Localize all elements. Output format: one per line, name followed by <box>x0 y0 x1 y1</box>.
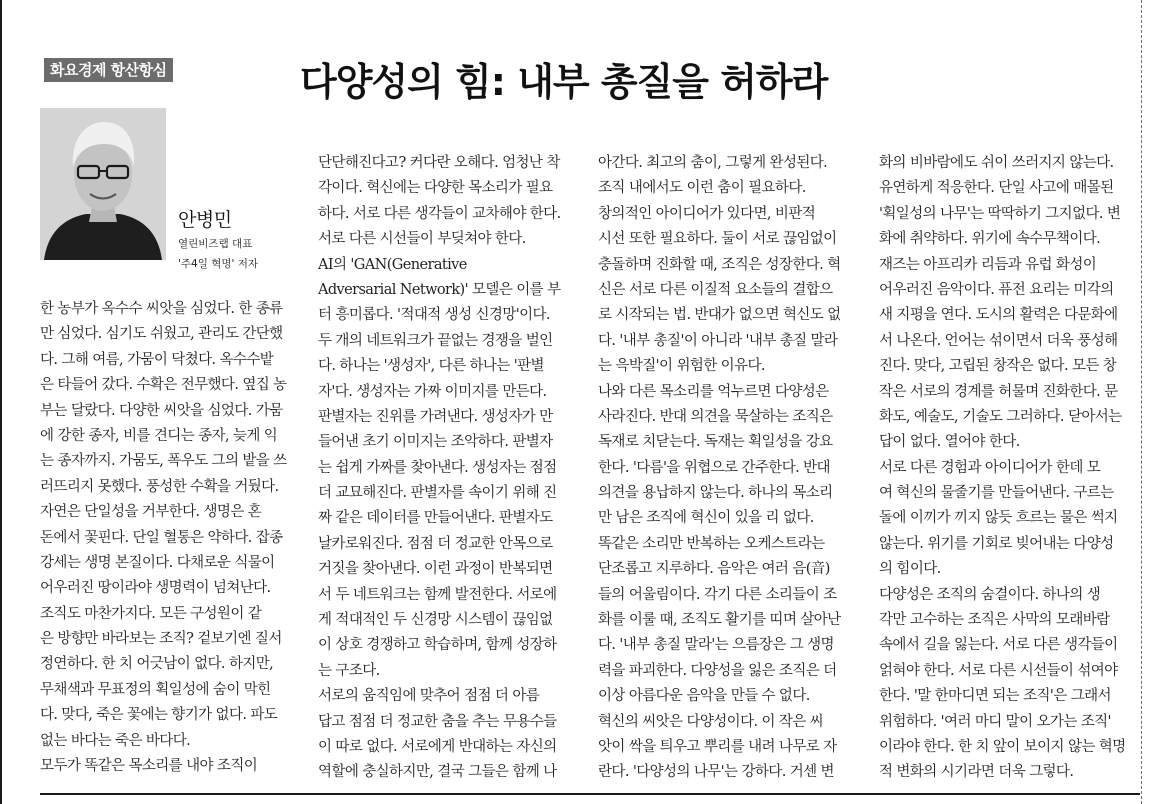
body-line: 재즈는 아프리카 리듬과 유럽 화성이 <box>879 256 1097 273</box>
body-line: 얽혀야 한다. 서로 다른 시선들이 섞여야 <box>879 662 1118 679</box>
body-line: 다. '내부 총질'이 아니라 '내부 총질 말라 <box>598 332 838 349</box>
body-line: 정연하다. 한 치 어긋남이 없다. 하지만, <box>40 656 274 673</box>
body-line: 판별자는 진위를 가려낸다. 생성자가 만 <box>318 408 553 425</box>
body-line: 란다. '다양성의 나무'는 강하다. 거센 변 <box>598 764 834 781</box>
author-position: 열린비즈랩 대표 <box>178 238 253 250</box>
body-line: 만 남은 조직에 혁신이 있을 리 없다. <box>598 510 814 527</box>
author-photo <box>40 108 166 260</box>
body-line: 여 혁신의 물줄기를 만들어낸다. 구르는 <box>879 485 1114 502</box>
body-line: 답고 점점 더 정교한 춤을 추는 무용수들 <box>318 713 557 730</box>
body-line: 력을 파괴한다. 다양성을 잃은 조직은 더 <box>598 662 837 679</box>
body-line: 시선 또한 필요하다. 둘이 서로 끊임없이 <box>598 231 837 248</box>
body-line: 강세는 생명 본질이다. 다채로운 식물이 <box>40 554 275 571</box>
body-line: 않는다. 위기를 기회로 빚어내는 다양성 <box>879 535 1114 552</box>
body-line: 다. 그해 여름, 가뭄이 닥쳤다. 옥수수밭 <box>40 351 274 368</box>
body-line: 돈에서 꽃핀다. 단일 혈통은 약하다. 잡종 <box>40 529 283 546</box>
page-guide-line <box>1141 0 1142 804</box>
body-line: 터 흥미롭다. '적대적 생성 신경망'이다. <box>318 307 550 324</box>
body-line: 어우러진 땅이라야 생명력이 넘쳐난다. <box>40 580 271 597</box>
body-line: 거짓을 찾아낸다. 이런 과정이 반복되면 <box>318 561 553 578</box>
body-line: 이 상호 경쟁하고 학습하며, 함께 성장하 <box>318 637 557 654</box>
body-line: 조직도 마찬가지다. 모든 구성원이 같 <box>40 605 262 622</box>
body-line: 아간다. 최고의 춤이, 그렇게 완성된다. <box>598 155 828 171</box>
body-line: 자연은 단일성을 거부한다. 생명은 혼 <box>40 504 262 521</box>
body-column-1 <box>40 297 296 779</box>
body-line: '획일성의 나무'는 딱딱하기 그지없다. 변 <box>879 205 1121 222</box>
body-line: Adversarial Network)' 모델은 이를 부 <box>318 281 561 298</box>
body-line: 로 시작되는 법. 반대가 없으면 혁신도 없 <box>598 307 841 324</box>
body-line: 한다. '말 한마디면 되는 조직'은 그래서 <box>879 688 1111 705</box>
body-line: 사라진다. 반대 의견을 묵살하는 조직은 <box>598 408 833 425</box>
body-line: 조직 내에서도 이런 춤이 필요하다. <box>598 180 806 197</box>
body-line: 화에 취약하다. 위기에 속수무책이다. <box>879 231 1101 248</box>
body-line: 독재로 치닫는다. 독재는 획일성을 강요 <box>598 434 833 451</box>
body-line: 의 힘이다. <box>879 561 941 578</box>
body-line: 부는 달랐다. 다양한 씨앗을 심었다. 가뭄 <box>40 402 283 419</box>
body-line: 는 윽박질'이 위험한 이유다. <box>598 358 765 375</box>
body-line: 각이다. 혁신에는 다양한 목소리가 필요 <box>318 180 553 197</box>
body-line: 자'다. 생성자는 가짜 이미지를 만든다. <box>318 383 547 400</box>
body-line: 러뜨리지 못했다. 풍성한 수확을 거뒀다. <box>40 478 279 495</box>
body-line: 는 종자까지. 가뭄도, 폭우도 그의 밭을 쓰 <box>40 453 287 470</box>
body-line: 서로 다른 시선들이 부딪쳐야 한다. <box>318 231 526 248</box>
body-line: 만 심었다. 심기도 쉬웠고, 관리도 간단했 <box>40 326 283 343</box>
body-line: 들어낸 초기 이미지는 조악하다. 판별자 <box>318 434 553 451</box>
section-label: 화요경제 항산항심 <box>44 58 173 82</box>
body-line: 다양성은 조직의 숨결이다. 하나의 생 <box>879 586 1101 603</box>
body-line: 유연하게 적응한다. 단일 사고에 매몰된 <box>879 180 1114 197</box>
body-line: 속에서 길을 잃는다. 서로 다른 생각들이 <box>879 637 1118 654</box>
body-column-4 <box>879 151 1141 786</box>
body-line: 앗이 싹을 틔우고 뿌리를 내려 나무로 자 <box>598 738 837 755</box>
body-line: 서 두 네트워크는 함께 발전한다. 서로에 <box>318 586 557 603</box>
body-line: 혁신의 씨앗은 다양성이다. 이 작은 씨 <box>598 713 824 730</box>
body-line: 하다. 서로 다른 생각들이 교차해야 한다. <box>318 205 561 222</box>
author-book: '주4일 혁명' 저자 <box>178 258 258 270</box>
bottom-rule <box>40 793 1140 795</box>
body-line: 없는 바다는 죽은 바다다. <box>40 732 191 749</box>
body-line: 충돌하며 진화할 때, 조직은 성장한다. 혁 <box>598 256 841 273</box>
body-line: AI의 'GAN(Generative <box>318 256 467 273</box>
body-line: 는 쉽게 가짜를 찾아낸다. 생성자는 점점 <box>318 459 557 476</box>
author-portrait-icon <box>40 108 166 260</box>
body-line: 이라야 한다. 한 치 앞이 보이지 않는 혁명 <box>879 738 1126 755</box>
body-line: 단조롭고 지루하다. 음악은 여러 음(音) <box>598 561 830 578</box>
body-line: 다. 맞다, 죽은 꽃에는 향기가 없다. 파도 <box>40 707 278 724</box>
body-line: 의견을 용납하지 않는다. 하나의 목소리 <box>598 485 833 502</box>
left-border-line <box>0 0 2 804</box>
body-line: 위험하다. '여러 마디 말이 오가는 조직' <box>879 713 1111 730</box>
body-line: 에 강한 종자, 비를 견디는 종자, 늦게 익 <box>40 427 278 444</box>
body-column-2 <box>318 151 580 786</box>
body-line: 무채색과 무표정의 획일성에 숨이 막힌 <box>40 681 271 698</box>
body-line: 나와 다른 목소리를 억누르면 다양성은 <box>598 383 829 400</box>
body-line: 게 적대적인 두 신경망 시스템이 끊임없 <box>318 612 553 629</box>
body-line: 더 교묘해진다. 판별자를 속이기 위해 진 <box>318 485 557 502</box>
body-line: 신은 서로 다른 이질적 요소들의 결합으 <box>598 281 833 298</box>
body-line: 은 타들어 갔다. 수확은 전무했다. 옆집 농 <box>40 377 287 394</box>
body-line: 짜 같은 데이터를 만들어낸다. 판별자도 <box>318 510 553 527</box>
body-line: 이 따로 없다. 서로에게 반대하는 자신의 <box>318 738 557 755</box>
body-line: 화도, 예술도, 기술도 그러하다. 닫아서는 <box>879 408 1122 425</box>
body-line: 다. '내부 총질 말라'는 으름장은 그 생명 <box>598 637 834 654</box>
body-line: 진다. 맞다, 고립된 창작은 없다. 모든 창 <box>879 358 1117 375</box>
body-line: 어우러진 음악이다. 퓨전 요리는 미각의 <box>879 281 1114 298</box>
body-line: 서 나온다. 언어는 섞이면서 더욱 풍성해 <box>879 332 1118 349</box>
body-line: 다. 하나는 '생성자', 다른 하나는 '판별 <box>318 358 544 375</box>
article-title: 다양성의 힘: 내부 총질을 허하라 <box>300 60 828 104</box>
body-line: 창의적인 아이디어가 있다면, 비판적 <box>598 205 816 222</box>
body-line: 한다. '다름'을 위협으로 간주한다. 반대 <box>598 459 830 476</box>
body-line: 이상 아름다운 음악을 만들 수 없다. <box>598 688 810 705</box>
body-line: 은 방향만 바라보는 조직? 겉보기엔 질서 <box>40 631 282 648</box>
body-line: 각만 고수하는 조직은 사막의 모래바람 <box>879 612 1110 629</box>
author-info <box>178 206 258 274</box>
body-line: 서로 다른 경험과 아이디어가 한데 모 <box>879 459 1101 476</box>
body-line: 역할에 충실하지만, 결국 그들은 함께 나 <box>318 764 557 781</box>
body-line: 날카로워진다. 점점 더 정교한 안목으로 <box>318 535 553 552</box>
body-line: 화를 이룰 때, 조직도 활기를 띠며 살아난 <box>598 612 841 629</box>
body-line: 는 구조다. <box>318 662 380 679</box>
body-line: 새 지평을 연다. 도시의 활력은 다문화에 <box>879 307 1118 324</box>
body-line: 작은 서로의 경계를 허물며 진화한다. 문 <box>879 383 1118 400</box>
body-line: 들의 어울림이다. 각기 다른 소리들이 조 <box>598 586 837 603</box>
body-line: 똑같은 소리만 반복하는 오케스트라는 <box>598 535 825 552</box>
author-name: 안병민 <box>178 209 232 231</box>
body-line: 모두가 똑같은 목소리를 내야 조직이 <box>40 758 258 775</box>
body-line: 화의 비바람에도 쉬이 쓰러지지 않는다. <box>879 155 1114 171</box>
body-line: 두 개의 네트워크가 끝없는 경쟁을 벌인 <box>318 332 553 349</box>
body-line: 돌에 이끼가 끼지 않듯 흐르는 물은 썩지 <box>879 510 1118 527</box>
body-line: 적 변화의 시기라면 더욱 그렇다. <box>879 764 1074 781</box>
body-column-3 <box>598 151 860 786</box>
body-line: 한 농부가 옥수수 씨앗을 심었다. 한 종류 <box>40 301 283 317</box>
body-line: 단단해진다고? 커다란 오해다. 엄청난 착 <box>318 155 560 171</box>
body-line: 답이 없다. 열어야 한다. <box>879 434 1020 451</box>
body-line: 서로의 움직임에 맞추어 점점 더 아름 <box>318 688 540 705</box>
